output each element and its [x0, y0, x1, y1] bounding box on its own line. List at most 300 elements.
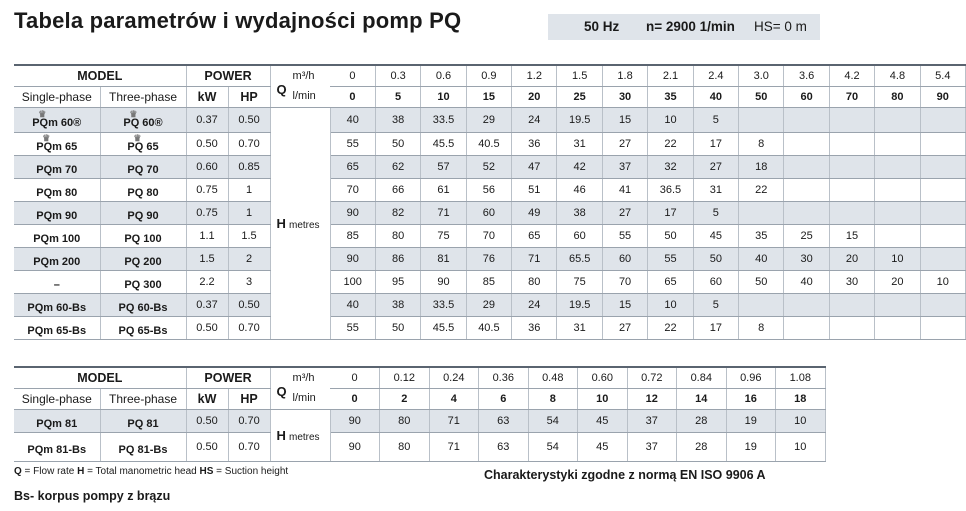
three-phase-model: PQ 90: [100, 202, 186, 225]
head-value: 19.5: [557, 294, 602, 317]
head-value: [875, 179, 920, 202]
table-row: [14, 410, 825, 433]
head-value: 50: [375, 133, 420, 156]
crown-icon: ♛: [42, 133, 51, 143]
hp-header: HP: [228, 87, 270, 108]
single-phase-model: PQm 81: [14, 410, 100, 433]
table-row: [14, 202, 966, 225]
head-value: [829, 133, 874, 156]
head-value: 10: [875, 248, 920, 271]
head-value: 10: [648, 108, 693, 133]
head-value: 40: [784, 271, 829, 294]
q-lmin-value: 18: [776, 389, 826, 410]
head-value: 20: [829, 248, 874, 271]
head-value: 40: [330, 294, 375, 317]
q-lmin-value: 20: [512, 87, 557, 108]
kw-header: kW: [186, 87, 228, 108]
head-value: 82: [375, 202, 420, 225]
head-value: 65: [512, 225, 557, 248]
power-hp: 0.50: [228, 108, 270, 133]
power-kw: 0.37: [186, 294, 228, 317]
three-phase-model: PQ 80: [100, 179, 186, 202]
speed: n= 2900 1/min: [646, 19, 735, 34]
power-kw: 0.50: [186, 317, 228, 340]
q-lmin-value: 12: [627, 389, 677, 410]
head-value: 75: [421, 225, 466, 248]
head-value: 65.5: [557, 248, 602, 271]
single-phase-header: Single-phase: [14, 389, 100, 410]
q-lmin-value: 10: [578, 389, 628, 410]
head-value: 80: [375, 225, 420, 248]
kw-header: kW: [186, 389, 228, 410]
head-value: 100: [330, 271, 375, 294]
q-m3h-value: 3.6: [784, 65, 829, 87]
head-value: 55: [602, 225, 647, 248]
head-value: [784, 179, 829, 202]
q-unit-lmin: l/min: [292, 392, 316, 404]
head-value: 5: [693, 294, 738, 317]
suction-height: HS= 0 m: [754, 19, 807, 34]
q-label: [270, 65, 330, 108]
head-value: 90: [330, 410, 380, 433]
head-value: 60: [466, 202, 511, 225]
head-value: 54: [528, 433, 578, 462]
q-m3h-value: 0.36: [479, 367, 529, 389]
head-value: 56: [466, 179, 511, 202]
head-value: 22: [739, 179, 784, 202]
head-value: 50: [693, 248, 738, 271]
q-label: [270, 367, 330, 410]
page-title: Tabela parametrów i wydajności pomp PQ: [14, 8, 462, 33]
q-m3h-value: 0.60: [578, 367, 628, 389]
q-m3h-value: 4.8: [875, 65, 920, 87]
head-value: 10: [648, 294, 693, 317]
head-value: [920, 202, 965, 225]
power-hp: 0.85: [228, 156, 270, 179]
head-value: 81: [421, 248, 466, 271]
head-value: 46: [557, 179, 602, 202]
model-header: MODEL: [14, 65, 186, 87]
head-value: 5: [693, 202, 738, 225]
head-value: [920, 294, 965, 317]
head-value: 90: [330, 202, 375, 225]
head-value: [875, 133, 920, 156]
head-value: 51: [512, 179, 557, 202]
head-value: 24: [512, 108, 557, 133]
head-value: 15: [829, 225, 874, 248]
head-value: 57: [421, 156, 466, 179]
head-value: [784, 133, 829, 156]
q-m3h-value: 0: [330, 367, 380, 389]
q-lmin-value: 14: [677, 389, 727, 410]
head-value: 45.5: [421, 133, 466, 156]
q-lmin-value: 4: [429, 389, 479, 410]
head-value: 19.5: [557, 108, 602, 133]
head-value: 31: [557, 317, 602, 340]
head-value: 10: [776, 433, 826, 462]
head-value: 40.5: [466, 133, 511, 156]
head-value: 85: [466, 271, 511, 294]
head-value: 40: [330, 108, 375, 133]
head-value: 85: [330, 225, 375, 248]
head-value: 40: [739, 248, 784, 271]
q-lmin-value: 2: [380, 389, 430, 410]
power-hp: 1: [228, 179, 270, 202]
head-value: 49: [512, 202, 557, 225]
crown-icon: ♛: [133, 133, 142, 143]
head-value: 17: [693, 133, 738, 156]
q-symbol: Q: [276, 82, 287, 97]
head-value: [920, 179, 965, 202]
table-row: [14, 294, 966, 317]
head-value: 71: [512, 248, 557, 271]
q-lmin-value: 90: [920, 87, 965, 108]
head-value: 50: [375, 317, 420, 340]
head-value: 37: [627, 433, 677, 462]
q-lmin-value: 80: [875, 87, 920, 108]
table-row: [14, 108, 966, 133]
three-phase-model: PQ 65-Bs: [100, 317, 186, 340]
head-value: 52: [466, 156, 511, 179]
head-value: 5: [693, 108, 738, 133]
power-header: POWER: [186, 65, 270, 87]
three-phase-model: ♛ PQ 60®: [100, 108, 186, 133]
single-phase-model: PQm 60-Bs: [14, 294, 100, 317]
head-value: 60: [557, 225, 602, 248]
head-value: 90: [421, 271, 466, 294]
head-value: 24: [512, 294, 557, 317]
head-value: 32: [648, 156, 693, 179]
head-value: 30: [829, 271, 874, 294]
q-unit-m3h: m³/h: [292, 70, 315, 82]
q-m3h-value: 2.1: [648, 65, 693, 87]
head-value: 22: [648, 317, 693, 340]
power-kw: 0.60: [186, 156, 228, 179]
performance-table-1: [14, 64, 966, 340]
single-phase-model: PQm 200: [14, 248, 100, 271]
head-value: 54: [528, 410, 578, 433]
q-m3h-value: 0.9: [466, 65, 511, 87]
power-hp: 1.5: [228, 225, 270, 248]
q-m3h-value: 1.8: [602, 65, 647, 87]
head-value: 95: [375, 271, 420, 294]
q-lmin-value: 0: [330, 87, 375, 108]
head-value: 36: [512, 133, 557, 156]
power-kw: 0.37: [186, 108, 228, 133]
head-value: 80: [512, 271, 557, 294]
three-phase-model: PQ 81: [100, 410, 186, 433]
head-value: [875, 294, 920, 317]
head-value: 8: [739, 317, 784, 340]
head-value: [829, 317, 874, 340]
head-value: [920, 225, 965, 248]
head-value: 33.5: [421, 294, 466, 317]
single-phase-model: PQm 65-Bs: [14, 317, 100, 340]
head-value: 27: [602, 202, 647, 225]
h-unit: metres: [288, 220, 320, 231]
head-value: [739, 202, 784, 225]
head-value: [784, 202, 829, 225]
head-value: 71: [421, 202, 466, 225]
three-phase-header: Three-phase: [100, 87, 186, 108]
head-value: 30: [784, 248, 829, 271]
head-value: 50: [739, 271, 784, 294]
power-hp: 3: [228, 271, 270, 294]
head-value: 45: [693, 225, 738, 248]
q-lmin-value: 6: [479, 389, 529, 410]
q-m3h-value: 1.5: [557, 65, 602, 87]
head-value: 50: [648, 225, 693, 248]
single-phase-model: ♛ PQm 60®: [14, 108, 100, 133]
head-value: [920, 108, 965, 133]
head-value: 42: [557, 156, 602, 179]
three-phase-model: PQ 100: [100, 225, 186, 248]
head-value: 45: [578, 410, 628, 433]
head-value: 37: [602, 156, 647, 179]
power-header: POWER: [186, 367, 270, 389]
q-m3h-value: 3.0: [739, 65, 784, 87]
three-phase-header: Three-phase: [100, 389, 186, 410]
h-unit: metres: [288, 432, 320, 443]
q-lmin-value: 70: [829, 87, 874, 108]
head-value: 22: [648, 133, 693, 156]
q-lmin-value: 50: [739, 87, 784, 108]
q-m3h-value: 0.84: [677, 367, 727, 389]
single-phase-model: –: [14, 271, 100, 294]
head-value: 15: [602, 108, 647, 133]
head-value: 90: [330, 433, 380, 462]
power-kw: 0.50: [186, 433, 228, 462]
power-hp: 0.70: [228, 433, 270, 462]
head-value: 45.5: [421, 317, 466, 340]
head-value: 27: [602, 133, 647, 156]
single-phase-model: PQm 80: [14, 179, 100, 202]
single-phase-model: PQm 90: [14, 202, 100, 225]
head-value: 28: [677, 410, 727, 433]
head-value: 29: [466, 294, 511, 317]
head-value: 18: [739, 156, 784, 179]
head-value: 60: [693, 271, 738, 294]
head-value: [875, 202, 920, 225]
head-value: [739, 294, 784, 317]
head-value: 71: [429, 433, 479, 462]
head-value: 71: [429, 410, 479, 433]
head-value: 35: [739, 225, 784, 248]
q-lmin-value: 15: [466, 87, 511, 108]
power-kw: 1.1: [186, 225, 228, 248]
head-value: 10: [920, 271, 965, 294]
table-row: [14, 433, 825, 462]
head-value: 15: [602, 294, 647, 317]
q-m3h-value: 0.3: [375, 65, 420, 87]
h-symbol: H: [276, 428, 286, 443]
q-lmin-value: 5: [375, 87, 420, 108]
power-kw: 0.75: [186, 179, 228, 202]
head-value: [739, 108, 784, 133]
head-value: 31: [557, 133, 602, 156]
head-value: 38: [557, 202, 602, 225]
head-value: 19: [726, 410, 776, 433]
head-value: 86: [375, 248, 420, 271]
three-phase-model: PQ 81-Bs: [100, 433, 186, 462]
head-value: 76: [466, 248, 511, 271]
head-value: [829, 108, 874, 133]
head-value: 80: [380, 433, 430, 462]
q-m3h-value: 0.48: [528, 367, 578, 389]
q-unit-m3h: m³/h: [292, 372, 315, 384]
head-value: 40.5: [466, 317, 511, 340]
power-kw: 0.50: [186, 133, 228, 156]
power-kw: 2.2: [186, 271, 228, 294]
head-value: 60: [602, 248, 647, 271]
head-value: 28: [677, 433, 727, 462]
model-header: MODEL: [14, 367, 186, 389]
head-value: 31: [693, 179, 738, 202]
head-value: 65: [330, 156, 375, 179]
head-value: 55: [330, 133, 375, 156]
q-m3h-value: 0.12: [380, 367, 430, 389]
conditions-box: [548, 14, 820, 40]
table-row: [14, 133, 966, 156]
power-kw: 0.75: [186, 202, 228, 225]
head-value: 27: [693, 156, 738, 179]
q-m3h-value: 2.4: [693, 65, 738, 87]
power-kw: 1.5: [186, 248, 228, 271]
head-value: 63: [479, 433, 529, 462]
table-row: [14, 271, 966, 294]
head-value: 47: [512, 156, 557, 179]
head-value: [920, 248, 965, 271]
q-m3h-value: 0.72: [627, 367, 677, 389]
frequency: 50 Hz: [584, 19, 620, 34]
three-phase-model: ♛ PQ 65: [100, 133, 186, 156]
h-symbol: H: [276, 216, 286, 231]
q-lmin-value: 10: [421, 87, 466, 108]
head-value: 70: [466, 225, 511, 248]
head-value: 70: [330, 179, 375, 202]
three-phase-model: PQ 60-Bs: [100, 294, 186, 317]
head-value: 65: [648, 271, 693, 294]
head-value: [875, 317, 920, 340]
head-value: 80: [380, 410, 430, 433]
q-symbol: Q: [276, 384, 287, 399]
q-m3h-value: 0.6: [421, 65, 466, 87]
q-m3h-value: 1.08: [776, 367, 826, 389]
hp-header: HP: [228, 389, 270, 410]
head-value: 75: [557, 271, 602, 294]
head-value: 36.5: [648, 179, 693, 202]
power-hp: 0.70: [228, 410, 270, 433]
crown-icon: ♛: [38, 109, 47, 119]
head-value: 37: [627, 410, 677, 433]
head-value: [784, 156, 829, 179]
head-value: 19: [726, 433, 776, 462]
head-value: 55: [648, 248, 693, 271]
head-value: [829, 202, 874, 225]
h-label: [270, 108, 330, 340]
head-value: 38: [375, 294, 420, 317]
head-value: 55: [330, 317, 375, 340]
head-value: [920, 133, 965, 156]
head-value: [920, 156, 965, 179]
head-value: 66: [375, 179, 420, 202]
head-value: [784, 294, 829, 317]
crown-icon: ♛: [129, 109, 138, 119]
q-m3h-value: 0.24: [429, 367, 479, 389]
head-value: 36: [512, 317, 557, 340]
head-value: 33.5: [421, 108, 466, 133]
head-value: 70: [602, 271, 647, 294]
head-value: 38: [375, 108, 420, 133]
norm-note: Charakterystyki zgodne z normą EN ISO 9906 A: [484, 468, 766, 482]
head-value: [920, 317, 965, 340]
single-phase-model: PQm 81-Bs: [14, 433, 100, 462]
single-phase-model: PQm 70: [14, 156, 100, 179]
head-value: [875, 108, 920, 133]
power-hp: 1: [228, 202, 270, 225]
three-phase-model: PQ 300: [100, 271, 186, 294]
single-phase-model: PQm 100: [14, 225, 100, 248]
q-lmin-value: 25: [557, 87, 602, 108]
head-value: 63: [479, 410, 529, 433]
head-value: [875, 156, 920, 179]
q-lmin-value: 35: [648, 87, 693, 108]
power-hp: 2: [228, 248, 270, 271]
head-value: 45: [578, 433, 628, 462]
head-value: 27: [602, 317, 647, 340]
q-unit-lmin: l/min: [292, 90, 316, 102]
q-lmin-value: 60: [784, 87, 829, 108]
three-phase-model: PQ 70: [100, 156, 186, 179]
q-lmin-value: 30: [602, 87, 647, 108]
head-value: 17: [693, 317, 738, 340]
bronze-note: Bs- korpus pompy z brązu: [14, 489, 171, 503]
h-label: [270, 410, 330, 462]
head-value: [875, 225, 920, 248]
table-row: [14, 225, 966, 248]
q-lmin-value: 16: [726, 389, 776, 410]
head-value: 25: [784, 225, 829, 248]
head-value: 20: [875, 271, 920, 294]
q-lmin-value: 40: [693, 87, 738, 108]
single-phase-header: Single-phase: [14, 87, 100, 108]
head-value: 8: [739, 133, 784, 156]
head-value: [784, 317, 829, 340]
q-lmin-value: 8: [528, 389, 578, 410]
head-value: 17: [648, 202, 693, 225]
q-m3h-value: 5.4: [920, 65, 965, 87]
head-value: [829, 156, 874, 179]
table-row: [14, 179, 966, 202]
head-value: [784, 108, 829, 133]
performance-table-2: [14, 366, 826, 462]
power-hp: 0.70: [228, 317, 270, 340]
power-hp: 0.70: [228, 133, 270, 156]
head-value: 41: [602, 179, 647, 202]
head-value: 61: [421, 179, 466, 202]
head-value: 29: [466, 108, 511, 133]
q-m3h-value: 1.2: [512, 65, 557, 87]
three-phase-model: PQ 200: [100, 248, 186, 271]
head-value: 10: [776, 410, 826, 433]
head-value: [829, 179, 874, 202]
power-hp: 0.50: [228, 294, 270, 317]
q-lmin-value: 0: [330, 389, 380, 410]
head-value: 90: [330, 248, 375, 271]
power-kw: 0.50: [186, 410, 228, 433]
single-phase-model: ♛ PQm 65: [14, 133, 100, 156]
table-row: [14, 156, 966, 179]
